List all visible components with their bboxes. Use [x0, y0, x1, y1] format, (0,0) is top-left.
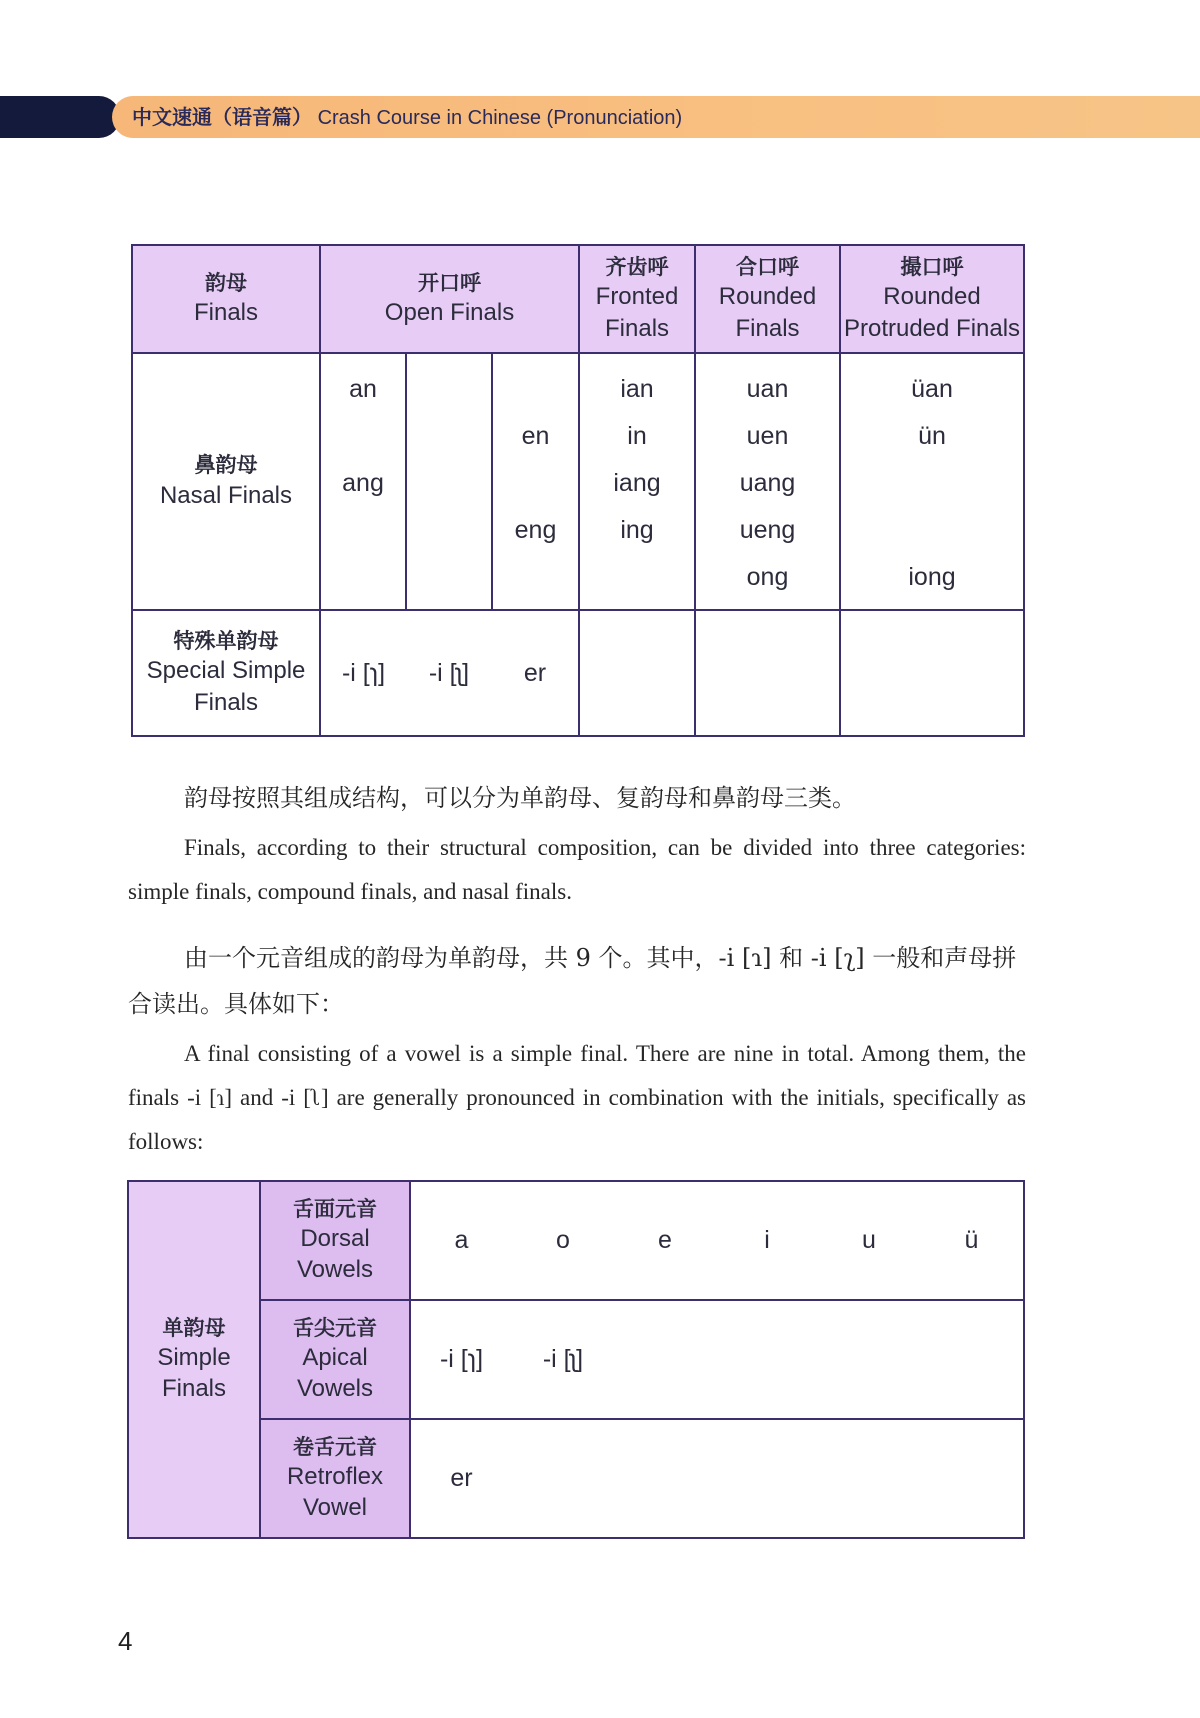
banner-dark-tab — [0, 96, 120, 138]
apical-label-en2: Vowels — [296, 1375, 374, 1403]
final-item: uan — [746, 375, 789, 403]
header-rounded-zh: 合口呼 — [736, 255, 800, 280]
final-item: en — [521, 422, 550, 450]
header-open-zh: 开口呼 — [418, 270, 481, 295]
header-fronted — [579, 245, 695, 353]
nasal-open-a — [320, 353, 406, 610]
nasal-protruded — [840, 353, 1024, 610]
apical-label-en1: Apical — [302, 1343, 368, 1371]
final-item: iong — [908, 563, 956, 591]
paragraph-1-en: Finals, according to their structural composition, can be divided into three categories: simple finals, compound finals, and nasal finals. — [128, 835, 1026, 904]
final-item: ong — [746, 563, 789, 591]
vowel-cell — [818, 1419, 920, 1538]
final-item — [407, 413, 491, 460]
vowel-cell: er — [410, 1419, 512, 1538]
final-item: in — [627, 422, 647, 450]
final-item: uang — [739, 469, 796, 497]
header-finals — [132, 245, 320, 353]
header-open — [320, 245, 579, 353]
vowel-cell — [512, 1419, 614, 1538]
nasal-label-cell — [132, 353, 320, 610]
book-title-en: Crash Course in Chinese (Pronunciation) — [317, 107, 683, 129]
special-rounded-empty — [695, 610, 840, 736]
vowel-cell — [818, 1300, 920, 1419]
final-item: ian — [620, 375, 654, 403]
header-finals-en: Finals — [193, 299, 259, 327]
nasal-open-c — [492, 353, 579, 610]
finals-header-row — [132, 245, 1024, 353]
nasal-open-b — [406, 353, 492, 610]
final-item — [407, 507, 491, 554]
page-number: 4 — [118, 1626, 133, 1656]
final-item — [407, 460, 491, 507]
simple-label-zh: 单韵母 — [162, 1315, 226, 1340]
dorsal-label-en1: Dorsal — [300, 1224, 370, 1252]
paragraph-1-zh: 韵母按照其组成结构，可以分为单韵母、复韵母和鼻韵母三类。 — [184, 784, 856, 812]
book-title-zh: 中文速通（语音篇） — [132, 105, 312, 129]
vowel-cell: a — [410, 1181, 512, 1300]
header-protruded-en1: Rounded — [883, 283, 981, 311]
apical-label-zh: 舌尖元音 — [293, 1315, 377, 1340]
header-rounded-en2: Finals — [735, 314, 800, 342]
final-item — [407, 366, 491, 413]
vowel-cell: e — [614, 1181, 716, 1300]
final-item — [841, 507, 1023, 554]
final-item — [493, 460, 578, 507]
final-item: üan — [911, 375, 953, 403]
final-item: ueng — [739, 516, 796, 544]
dorsal-vowels-row — [128, 1181, 1024, 1300]
special-open-c: er — [492, 610, 579, 736]
final-item — [841, 460, 1023, 507]
special-open-b: -i [ʅ] — [406, 610, 492, 736]
header-banner — [0, 96, 1200, 138]
special-label-en2: Finals — [193, 688, 259, 716]
final-item: uen — [746, 422, 789, 450]
final-item — [493, 366, 578, 413]
vowel-cell — [920, 1419, 1024, 1538]
special-label-zh: 特殊单韵母 — [173, 629, 279, 654]
paragraph-2-zh: 由一个元音组成的韵母为单韵母，共 9 个。其中，-i [ɿ] 和 -i [ʅ] 一般和声母拼合读出。具体如下： — [128, 944, 1017, 1018]
special-open-a: -i [ɿ] — [320, 610, 406, 736]
special-protruded-empty — [840, 610, 1024, 736]
vowel-cell: i — [716, 1181, 818, 1300]
simple-finals-label-cell — [128, 1181, 260, 1538]
header-rounded-en1: Rounded — [718, 283, 817, 311]
vowel-cell — [920, 1300, 1024, 1419]
header-fronted-zh: 齐齿呼 — [605, 255, 669, 280]
nasal-finals-row — [132, 353, 1024, 610]
vowel-cell: o — [512, 1181, 614, 1300]
nasal-label-en: Nasal Finals — [159, 481, 293, 509]
nasal-label-zh: 鼻韵母 — [194, 453, 258, 478]
paragraph-2-en: A final consisting of a vowel is a simple final. There are nine in total. Among them, the finals -i [ɿ] and -i [ʅ] are generally pronounced in combination with the initials, specifically as follows: — [128, 1041, 1026, 1154]
retroflex-label-en1: Retroflex — [286, 1462, 384, 1490]
final-item: ing — [620, 516, 654, 544]
header-rounded — [695, 245, 840, 353]
finals-table — [131, 244, 1025, 737]
final-item — [407, 554, 491, 601]
final-item: ang — [342, 469, 384, 497]
book-title — [132, 96, 682, 138]
vowel-cell: u — [818, 1181, 920, 1300]
final-item: eng — [514, 516, 557, 544]
retroflex-vowel-label — [260, 1419, 410, 1538]
vowel-cell: ü — [920, 1181, 1024, 1300]
final-item: iang — [613, 469, 661, 497]
vowel-cell — [716, 1419, 818, 1538]
nasal-fronted — [579, 353, 695, 610]
header-fronted-en1: Fronted — [595, 283, 679, 311]
vowel-cell: -i [ɿ] — [410, 1300, 512, 1419]
vowel-cell — [716, 1300, 818, 1419]
special-label-en1: Special Simple — [146, 657, 306, 685]
header-protruded-en2: Protruded Finals — [843, 314, 1021, 342]
final-item: an — [349, 375, 377, 403]
final-item — [580, 554, 694, 601]
apical-vowels-label — [260, 1300, 410, 1419]
dorsal-label-zh: 舌面元音 — [293, 1196, 377, 1221]
vowel-cell — [614, 1419, 716, 1538]
simple-finals-table — [127, 1180, 1025, 1539]
special-finals-row — [132, 610, 1024, 736]
special-label-cell — [132, 610, 320, 736]
final-item — [321, 507, 405, 554]
retroflex-label-en2: Vowel — [302, 1494, 368, 1522]
retroflex-label-zh: 卷舌元音 — [293, 1434, 377, 1459]
retroflex-vowel-row — [128, 1419, 1024, 1538]
special-fronted-empty — [579, 610, 695, 736]
simple-label-en2: Finals — [161, 1375, 227, 1403]
final-item — [321, 413, 405, 460]
dorsal-label-en2: Vowels — [296, 1256, 374, 1284]
dorsal-vowels-label — [260, 1181, 410, 1300]
header-fronted-en2: Finals — [605, 314, 670, 342]
final-item — [321, 554, 405, 601]
header-finals-zh: 韵母 — [205, 270, 247, 295]
nasal-rounded — [695, 353, 840, 610]
simple-label-en1: Simple — [157, 1343, 231, 1371]
vowel-cell — [614, 1300, 716, 1419]
header-protruded-zh: 撮口呼 — [900, 255, 964, 280]
apical-vowels-row — [128, 1300, 1024, 1419]
header-protruded — [840, 245, 1024, 353]
header-open-en: Open Finals — [384, 299, 515, 327]
final-item: ün — [918, 422, 946, 450]
vowel-cell: -i [ʅ] — [512, 1300, 614, 1419]
final-item — [493, 554, 578, 601]
